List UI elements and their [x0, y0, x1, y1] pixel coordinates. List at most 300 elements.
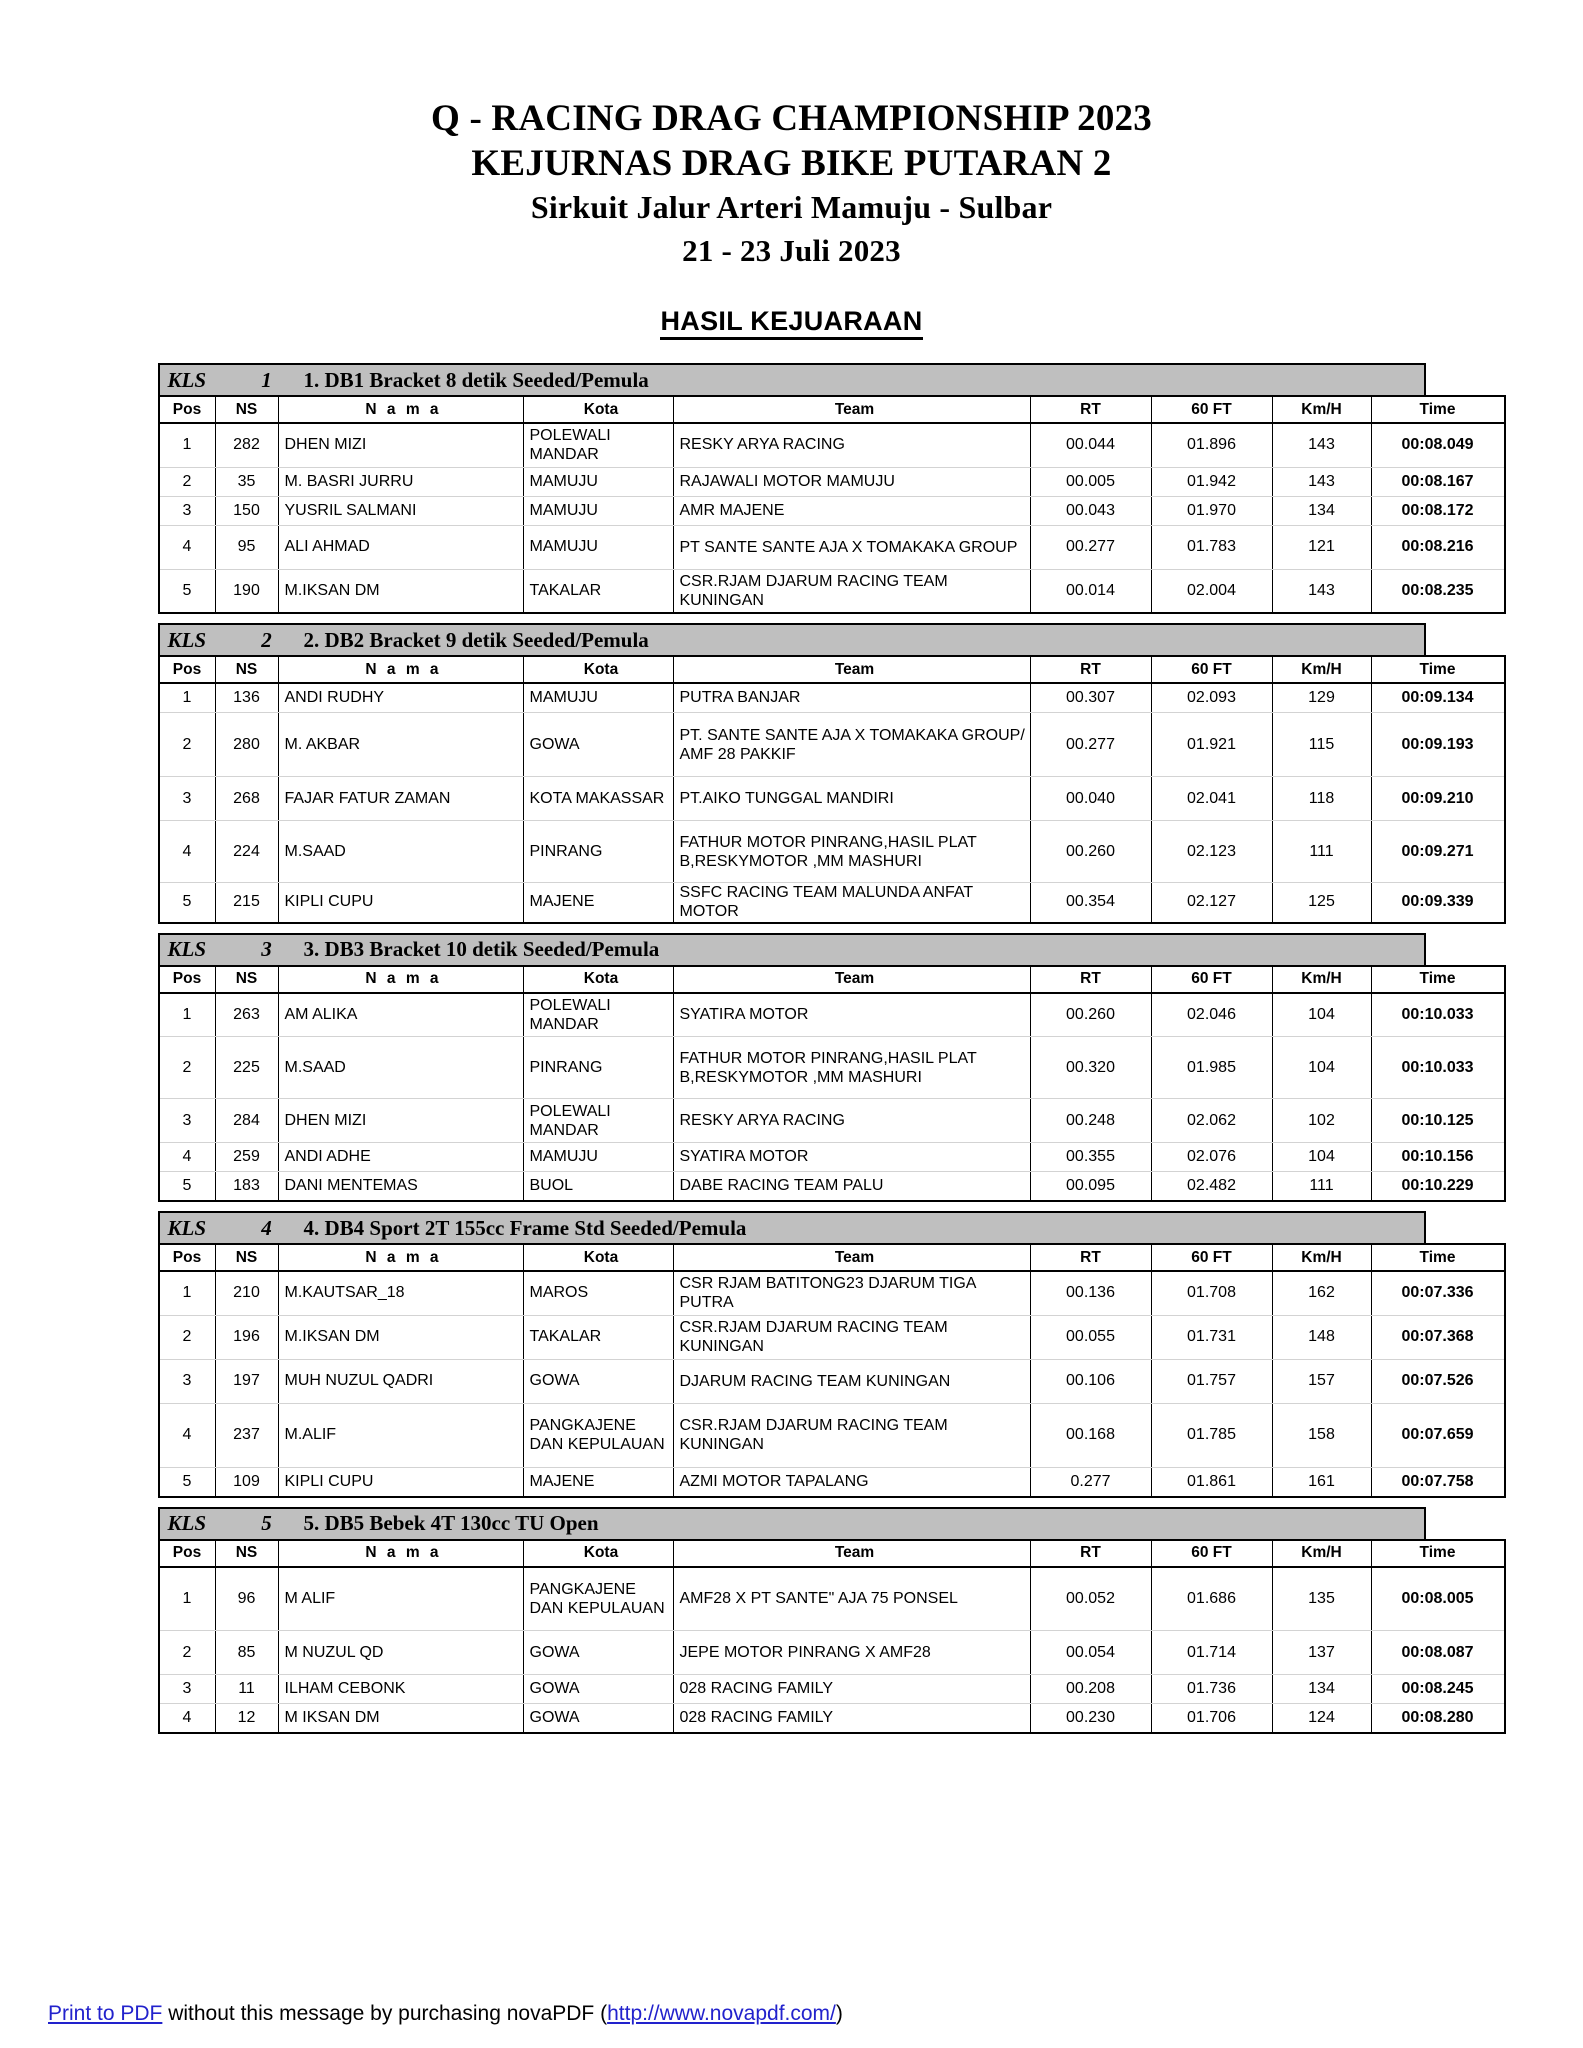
cell-kota: KOTA MAKASSAR — [523, 777, 673, 821]
cell-kota: PINRANG — [523, 1037, 673, 1099]
table-row — [159, 569, 1505, 613]
cell-ns: 96 — [215, 1567, 278, 1631]
cell-time: 00:10.033 — [1371, 1037, 1505, 1099]
col-team: Team — [673, 1244, 1030, 1271]
cell-kota: GOWA — [523, 713, 673, 777]
cell-pos: 5 — [159, 883, 216, 923]
table-row — [159, 1675, 1505, 1704]
cell-team: AMR MAJENE — [673, 496, 1030, 525]
cell-time: 00:08.235 — [1371, 569, 1505, 613]
cell-rt: 00.055 — [1030, 1315, 1151, 1359]
cell-nama: M ALIF — [278, 1567, 523, 1631]
cell-pos: 1 — [159, 1567, 216, 1631]
col-nama: N a m a — [278, 396, 523, 423]
cell-rt: 00.040 — [1030, 777, 1151, 821]
kls-number-4: 4 — [230, 1212, 296, 1243]
cell-ns: 197 — [215, 1359, 278, 1403]
cell-kota: PINRANG — [523, 821, 673, 883]
class-block-5 — [158, 1507, 1474, 1735]
cell-kmh: 104 — [1272, 993, 1371, 1037]
cell-team: SSFC RACING TEAM MALUNDA ANFAT MOTOR — [673, 883, 1030, 923]
col-team: Team — [673, 656, 1030, 683]
cell-ns: 210 — [215, 1271, 278, 1315]
col-kmh: Km/H — [1272, 396, 1371, 423]
col-ns: NS — [215, 396, 278, 423]
cell-nama: M IKSAN DM — [278, 1704, 523, 1734]
cell-time: 00:08.005 — [1371, 1567, 1505, 1631]
class-block-1 — [158, 363, 1474, 614]
cell-ns: 35 — [215, 467, 278, 496]
cell-kota: BUOL — [523, 1172, 673, 1202]
cell-ns: 263 — [215, 993, 278, 1037]
class-title-4: 4. DB4 Sport 2T 155cc Frame Std Seeded/Pemula — [296, 1212, 1425, 1243]
cell-nama: M.KAUTSAR_18 — [278, 1271, 523, 1315]
cell-ns: 190 — [215, 569, 278, 613]
cell-kota: MAJENE — [523, 1467, 673, 1497]
cell-rt: 00.043 — [1030, 496, 1151, 525]
col-kmh: Km/H — [1272, 1244, 1371, 1271]
cell-pos: 3 — [159, 496, 216, 525]
class-title-5: 5. DB5 Bebek 4T 130cc TU Open — [296, 1508, 1425, 1539]
cell-rt: 00.014 — [1030, 569, 1151, 613]
cell-pos: 1 — [159, 423, 216, 467]
cell-60ft: 01.785 — [1151, 1403, 1272, 1467]
cell-kota: PANGKAJENE DAN KEPULAUAN — [523, 1403, 673, 1467]
cell-60ft: 02.093 — [1151, 683, 1272, 713]
page-title-line-1: Q - RACING DRAG CHAMPIONSHIP 2023 — [431, 98, 1152, 139]
col-kota: Kota — [523, 656, 673, 683]
cell-pos: 2 — [159, 1037, 216, 1099]
kls-number-5: 5 — [230, 1508, 296, 1539]
cell-time: 00:08.049 — [1371, 423, 1505, 467]
table-row — [159, 423, 1505, 467]
cell-team: JEPE MOTOR PINRANG X AMF28 — [673, 1631, 1030, 1675]
cell-team: 028 RACING FAMILY — [673, 1704, 1030, 1734]
cell-team: SYATIRA MOTOR — [673, 993, 1030, 1037]
cell-60ft: 02.004 — [1151, 569, 1272, 613]
col-kota: Kota — [523, 1244, 673, 1271]
table-row — [159, 467, 1505, 496]
novapdf-url-link[interactable]: http://www.novapdf.com/ — [607, 2002, 836, 2025]
class-banner-4 — [158, 1211, 1426, 1243]
cell-rt: 00.260 — [1030, 821, 1151, 883]
cell-nama: AM ALIKA — [278, 993, 523, 1037]
cell-kmh: 143 — [1272, 423, 1371, 467]
table-row — [159, 1099, 1505, 1143]
cell-pos: 2 — [159, 1315, 216, 1359]
cell-time: 00:08.172 — [1371, 496, 1505, 525]
col-60ft: 60 FT — [1151, 1244, 1272, 1271]
class-block-2 — [158, 623, 1474, 924]
cell-kmh: 104 — [1272, 1037, 1371, 1099]
cell-nama: ANDI ADHE — [278, 1143, 523, 1172]
cell-pos: 3 — [159, 1675, 216, 1704]
cell-kmh: 134 — [1272, 1675, 1371, 1704]
cell-nama: M.ALIF — [278, 1403, 523, 1467]
cell-team: RESKY ARYA RACING — [673, 423, 1030, 467]
col-60ft: 60 FT — [1151, 656, 1272, 683]
class-title-1: 1. DB1 Bracket 8 detik Seeded/Pemula — [296, 364, 1425, 395]
cell-team: PT SANTE SANTE AJA X TOMAKAKA GROUP — [673, 525, 1030, 569]
cell-rt: 00.005 — [1030, 467, 1151, 496]
cell-60ft: 01.896 — [1151, 423, 1272, 467]
table-header-row — [159, 966, 1505, 993]
cell-team: DABE RACING TEAM PALU — [673, 1172, 1030, 1202]
cell-nama: M. AKBAR — [278, 713, 523, 777]
cell-rt: 00.168 — [1030, 1403, 1151, 1467]
class-banner-5 — [158, 1507, 1426, 1539]
cell-kota: MAJENE — [523, 883, 673, 923]
cell-kmh: 111 — [1272, 1172, 1371, 1202]
cell-pos: 4 — [159, 821, 216, 883]
cell-time: 00:09.134 — [1371, 683, 1505, 713]
cell-kmh: 115 — [1272, 713, 1371, 777]
cell-ns: 183 — [215, 1172, 278, 1202]
cell-pos: 3 — [159, 1359, 216, 1403]
cell-60ft: 01.686 — [1151, 1567, 1272, 1631]
cell-pos: 3 — [159, 1099, 216, 1143]
cell-kota: MAROS — [523, 1271, 673, 1315]
col-ns: NS — [215, 656, 278, 683]
cell-60ft: 02.482 — [1151, 1172, 1272, 1202]
cell-kmh: 111 — [1272, 821, 1371, 883]
cell-ns: 224 — [215, 821, 278, 883]
cell-team: FATHUR MOTOR PINRANG,HASIL PLAT B,RESKYMOTOR ,MM MASHURI — [673, 821, 1030, 883]
cell-team: PT. SANTE SANTE AJA X TOMAKAKA GROUP/ AMF 28 PAKKIF — [673, 713, 1030, 777]
col-rt: RT — [1030, 656, 1151, 683]
col-pos: Pos — [159, 396, 216, 423]
col-nama: N a m a — [278, 656, 523, 683]
cell-nama: M NUZUL QD — [278, 1631, 523, 1675]
table-row — [159, 883, 1505, 923]
cell-60ft: 01.921 — [1151, 713, 1272, 777]
cell-60ft: 02.076 — [1151, 1143, 1272, 1172]
cell-pos: 4 — [159, 1143, 216, 1172]
cell-kmh: 124 — [1272, 1704, 1371, 1734]
cell-pos: 1 — [159, 1271, 216, 1315]
cell-nama: ANDI RUDHY — [278, 683, 523, 713]
class-block-3 — [158, 933, 1474, 1203]
cell-rt: 00.208 — [1030, 1675, 1151, 1704]
table-row — [159, 1467, 1505, 1497]
col-team: Team — [673, 1540, 1030, 1567]
cell-team: RAJAWALI MOTOR MAMUJU — [673, 467, 1030, 496]
cell-team: AMF28 X PT SANTE" AJA 75 PONSEL — [673, 1567, 1030, 1631]
cell-time: 00:08.280 — [1371, 1704, 1505, 1734]
cell-nama: M.SAAD — [278, 821, 523, 883]
watermark-close-paren: ) — [835, 2002, 843, 2025]
cell-team: CSR.RJAM DJARUM RACING TEAM KUNINGAN — [673, 1403, 1030, 1467]
cell-60ft: 02.046 — [1151, 993, 1272, 1037]
cell-rt: 00.230 — [1030, 1704, 1151, 1734]
class-block-4 — [158, 1211, 1474, 1498]
kls-number-2: 2 — [230, 624, 296, 655]
cell-rt: 00.106 — [1030, 1359, 1151, 1403]
cell-kmh: 162 — [1272, 1271, 1371, 1315]
cell-team: FATHUR MOTOR PINRANG,HASIL PLAT B,RESKYMOTOR ,MM MASHURI — [673, 1037, 1030, 1099]
class-banner-2 — [158, 623, 1426, 655]
cell-kota: GOWA — [523, 1675, 673, 1704]
page-title-line-4: 21 - 23 Juli 2023 — [682, 233, 901, 268]
cell-60ft: 01.970 — [1151, 496, 1272, 525]
cell-kota: MAMUJU — [523, 525, 673, 569]
watermark-text: without this message by purchasing novaPDF ( — [162, 2002, 608, 2025]
col-nama: N a m a — [278, 966, 523, 993]
cell-pos: 4 — [159, 1704, 216, 1734]
col-rt: RT — [1030, 966, 1151, 993]
cell-ns: 109 — [215, 1467, 278, 1497]
results-table-2 — [158, 655, 1506, 924]
col-nama: N a m a — [278, 1540, 523, 1567]
table-header-row — [159, 396, 1505, 423]
cell-pos: 4 — [159, 1403, 216, 1467]
cell-rt: 00.277 — [1030, 525, 1151, 569]
page-title-line-3: Sirkuit Jalur Arteri Mamuju - Sulbar — [530, 189, 1053, 225]
col-kota: Kota — [523, 396, 673, 423]
cell-60ft: 01.757 — [1151, 1359, 1272, 1403]
cell-ns: 282 — [215, 423, 278, 467]
results-table-5 — [158, 1539, 1506, 1735]
cell-kmh: 135 — [1272, 1567, 1371, 1631]
col-nama: N a m a — [278, 1244, 523, 1271]
cell-time: 00:10.156 — [1371, 1143, 1505, 1172]
cell-rt: 00.044 — [1030, 423, 1151, 467]
cell-kota: MAMUJU — [523, 496, 673, 525]
col-ns: NS — [215, 1540, 278, 1567]
col-team: Team — [673, 396, 1030, 423]
kls-label-4: KLS — [159, 1212, 230, 1243]
cell-pos: 4 — [159, 525, 216, 569]
cell-ns: 215 — [215, 883, 278, 923]
cell-time: 00:10.033 — [1371, 993, 1505, 1037]
cell-ns: 196 — [215, 1315, 278, 1359]
cell-ns: 225 — [215, 1037, 278, 1099]
table-row — [159, 683, 1505, 713]
cell-kota: TAKALAR — [523, 569, 673, 613]
table-row — [159, 525, 1505, 569]
cell-kota: POLEWALI MANDAR — [523, 423, 673, 467]
cell-kmh: 104 — [1272, 1143, 1371, 1172]
cell-rt: 00.136 — [1030, 1271, 1151, 1315]
col-60ft: 60 FT — [1151, 396, 1272, 423]
col-pos: Pos — [159, 656, 216, 683]
cell-kota: MAMUJU — [523, 683, 673, 713]
table-row — [159, 1037, 1505, 1099]
table-row — [159, 777, 1505, 821]
col-pos: Pos — [159, 1540, 216, 1567]
cell-60ft: 01.942 — [1151, 467, 1272, 496]
cell-60ft: 01.731 — [1151, 1315, 1272, 1359]
col-pos: Pos — [159, 1244, 216, 1271]
table-row — [159, 821, 1505, 883]
cell-rt: 00.052 — [1030, 1567, 1151, 1631]
document-header — [0, 0, 1583, 272]
class-title-3: 3. DB3 Bracket 10 detik Seeded/Pemula — [296, 934, 1425, 965]
results-table-4 — [158, 1243, 1506, 1498]
cell-time: 00:07.336 — [1371, 1271, 1505, 1315]
cell-60ft: 02.127 — [1151, 883, 1272, 923]
cell-time: 00:08.167 — [1371, 467, 1505, 496]
col-rt: RT — [1030, 1244, 1151, 1271]
cell-nama: KIPLI CUPU — [278, 883, 523, 923]
cell-time: 00:08.245 — [1371, 1675, 1505, 1704]
cell-60ft: 01.985 — [1151, 1037, 1272, 1099]
cell-rt: 00.248 — [1030, 1099, 1151, 1143]
col-60ft: 60 FT — [1151, 966, 1272, 993]
cell-ns: 259 — [215, 1143, 278, 1172]
cell-time: 00:07.526 — [1371, 1359, 1505, 1403]
class-banner-1 — [158, 363, 1426, 395]
cell-pos: 2 — [159, 713, 216, 777]
cell-ns: 136 — [215, 683, 278, 713]
cell-kmh: 161 — [1272, 1467, 1371, 1497]
col-kmh: Km/H — [1272, 656, 1371, 683]
cell-kmh: 143 — [1272, 467, 1371, 496]
cell-rt: 00.320 — [1030, 1037, 1151, 1099]
cell-kmh: 125 — [1272, 883, 1371, 923]
cell-pos: 3 — [159, 777, 216, 821]
table-row — [159, 1271, 1505, 1315]
cell-kmh: 121 — [1272, 525, 1371, 569]
cell-ns: 150 — [215, 496, 278, 525]
novapdf-watermark — [48, 2002, 843, 2026]
cell-ns: 12 — [215, 1704, 278, 1734]
table-row — [159, 1172, 1505, 1202]
col-time: Time — [1371, 966, 1505, 993]
cell-kota: GOWA — [523, 1631, 673, 1675]
cell-nama: ALI AHMAD — [278, 525, 523, 569]
cell-team: 028 RACING FAMILY — [673, 1675, 1030, 1704]
cell-60ft: 01.714 — [1151, 1631, 1272, 1675]
cell-time: 00:09.210 — [1371, 777, 1505, 821]
class-title-2: 2. DB2 Bracket 9 detik Seeded/Pemula — [296, 624, 1425, 655]
col-time: Time — [1371, 656, 1505, 683]
cell-kota: GOWA — [523, 1359, 673, 1403]
cell-nama: M.IKSAN DM — [278, 569, 523, 613]
cell-pos: 5 — [159, 569, 216, 613]
cell-time: 00:10.125 — [1371, 1099, 1505, 1143]
col-kota: Kota — [523, 966, 673, 993]
table-row — [159, 1704, 1505, 1734]
cell-rt: 00.355 — [1030, 1143, 1151, 1172]
table-row — [159, 1143, 1505, 1172]
page-title-line-2: KEJURNAS DRAG BIKE PUTARAN 2 — [471, 143, 1112, 184]
cell-rt: 00.277 — [1030, 713, 1151, 777]
cell-kmh: 137 — [1272, 1631, 1371, 1675]
cell-kmh: 157 — [1272, 1359, 1371, 1403]
cell-nama: M. BASRI JURRU — [278, 467, 523, 496]
table-row — [159, 1403, 1505, 1467]
kls-label-2: KLS — [159, 624, 230, 655]
kls-label-5: KLS — [159, 1508, 230, 1539]
cell-nama: FAJAR FATUR ZAMAN — [278, 777, 523, 821]
col-60ft: 60 FT — [1151, 1540, 1272, 1567]
cell-nama: M.IKSAN DM — [278, 1315, 523, 1359]
print-to-pdf-link[interactable]: Print to PDF — [48, 2002, 163, 2025]
col-team: Team — [673, 966, 1030, 993]
cell-team: CSR RJAM BATITONG23 DJARUM TIGA PUTRA — [673, 1271, 1030, 1315]
cell-team: PT.AIKO TUNGGAL MANDIRI — [673, 777, 1030, 821]
cell-kmh: 129 — [1272, 683, 1371, 713]
cell-nama: DHEN MIZI — [278, 423, 523, 467]
cell-kota: POLEWALI MANDAR — [523, 993, 673, 1037]
cell-kota: GOWA — [523, 1704, 673, 1734]
cell-nama: M.SAAD — [278, 1037, 523, 1099]
cell-kmh: 102 — [1272, 1099, 1371, 1143]
cell-rt: 00.260 — [1030, 993, 1151, 1037]
table-row — [159, 713, 1505, 777]
cell-ns: 268 — [215, 777, 278, 821]
results-table-3 — [158, 965, 1506, 1203]
cell-ns: 85 — [215, 1631, 278, 1675]
cell-ns: 284 — [215, 1099, 278, 1143]
col-kmh: Km/H — [1272, 966, 1371, 993]
table-row — [159, 993, 1505, 1037]
cell-rt: 00.054 — [1030, 1631, 1151, 1675]
col-kota: Kota — [523, 1540, 673, 1567]
cell-time: 00:10.229 — [1371, 1172, 1505, 1202]
section-title-text: HASIL KEJUARAAN — [660, 306, 922, 340]
cell-rt: 00.307 — [1030, 683, 1151, 713]
cell-pos: 5 — [159, 1467, 216, 1497]
cell-nama: KIPLI CUPU — [278, 1467, 523, 1497]
kls-number-3: 3 — [230, 934, 296, 965]
cell-60ft: 02.062 — [1151, 1099, 1272, 1143]
cell-kota: MAMUJU — [523, 1143, 673, 1172]
results-table-1 — [158, 395, 1506, 614]
cell-nama: MUH NUZUL QADRI — [278, 1359, 523, 1403]
cell-60ft: 01.706 — [1151, 1704, 1272, 1734]
cell-team: CSR.RJAM DJARUM RACING TEAM KUNINGAN — [673, 569, 1030, 613]
cell-time: 00:07.368 — [1371, 1315, 1505, 1359]
cell-ns: 11 — [215, 1675, 278, 1704]
cell-team: SYATIRA MOTOR — [673, 1143, 1030, 1172]
cell-nama: DHEN MIZI — [278, 1099, 523, 1143]
cell-kota: TAKALAR — [523, 1315, 673, 1359]
cell-kota: MAMUJU — [523, 467, 673, 496]
cell-pos: 5 — [159, 1172, 216, 1202]
col-time: Time — [1371, 1244, 1505, 1271]
col-time: Time — [1371, 396, 1505, 423]
cell-nama: ILHAM CEBONK — [278, 1675, 523, 1704]
col-pos: Pos — [159, 966, 216, 993]
cell-time: 00:08.087 — [1371, 1631, 1505, 1675]
cell-60ft: 01.736 — [1151, 1675, 1272, 1704]
table-row — [159, 1359, 1505, 1403]
cell-team: RESKY ARYA RACING — [673, 1099, 1030, 1143]
table-row — [159, 1315, 1505, 1359]
results-tables — [158, 363, 1474, 1734]
cell-team: AZMI MOTOR TAPALANG — [673, 1467, 1030, 1497]
section-title — [0, 306, 1583, 337]
cell-pos: 2 — [159, 467, 216, 496]
cell-pos: 1 — [159, 993, 216, 1037]
cell-pos: 2 — [159, 1631, 216, 1675]
cell-60ft: 02.041 — [1151, 777, 1272, 821]
cell-time: 00:09.193 — [1371, 713, 1505, 777]
cell-time: 00:09.339 — [1371, 883, 1505, 923]
cell-60ft: 01.783 — [1151, 525, 1272, 569]
cell-60ft: 01.861 — [1151, 1467, 1272, 1497]
col-ns: NS — [215, 1244, 278, 1271]
kls-label-1: KLS — [159, 364, 230, 395]
col-rt: RT — [1030, 1540, 1151, 1567]
kls-number-1: 1 — [230, 364, 296, 395]
cell-kmh: 118 — [1272, 777, 1371, 821]
table-header-row — [159, 1244, 1505, 1271]
cell-time: 00:07.659 — [1371, 1403, 1505, 1467]
cell-rt: 00.095 — [1030, 1172, 1151, 1202]
